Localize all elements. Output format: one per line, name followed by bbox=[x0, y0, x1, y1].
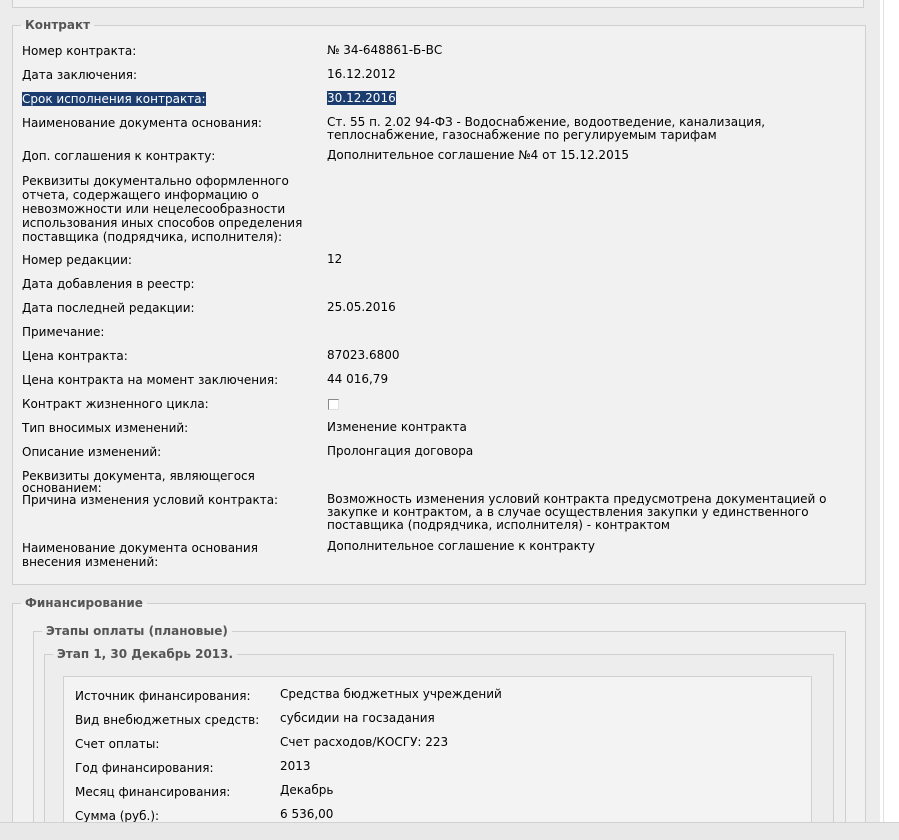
change-description-label: Описание изменений: bbox=[22, 445, 162, 459]
contract-price-label: Цена контракта: bbox=[22, 349, 128, 363]
contract-number-label: Номер контракта: bbox=[22, 44, 137, 58]
execution-term-label bbox=[22, 93, 206, 105]
extrabudget-type-label: Вид внебюджетных средств: bbox=[75, 713, 260, 727]
registry-date-label: Дата добавления в реестр: bbox=[22, 277, 195, 291]
payment-account-value: Счет расходов/КОСГУ: 223 bbox=[280, 735, 449, 749]
initial-price-label: Цена контракта на момент заключения: bbox=[22, 373, 279, 387]
change-reason-value: Возможность изменения условий контракта предусмотрена документацией о закупке и контрактом, а в случае осуществления закупки у единственного поставщика (подрядчика, исполнителя) - контрактом bbox=[327, 492, 827, 532]
change-description-value: Пролонгация договора bbox=[327, 444, 474, 458]
report-details-label: Реквизиты документально оформленного отчета, содержащего информацию о невозможности или нецелесообразности использования иных способов определения поставщика (подрядчика, исполнителя): bbox=[22, 174, 303, 244]
initial-price-value: 44 016,79 bbox=[327, 372, 389, 386]
last-revision-date-label: Дата последней редакции: bbox=[22, 301, 195, 315]
basis-document-value: Ст. 55 п. 2.02 94-ФЗ - Водоснабжение, водоотведение, канализация, теплоснабжение, газоснабжение по регулируемым тарифам bbox=[327, 115, 766, 142]
revision-number-label: Номер редакции: bbox=[22, 253, 132, 267]
extrabudget-type-value: субсидии на госзадания bbox=[280, 711, 435, 725]
additional-agreements-label: Доп. соглашения к контракту: bbox=[22, 149, 216, 163]
change-reason-label: Причина изменения условий контракта: bbox=[22, 493, 279, 507]
life-cycle-checkbox[interactable] bbox=[328, 399, 339, 410]
payment-account-label: Счет оплаты: bbox=[75, 737, 160, 751]
contract-legend: Контракт bbox=[25, 18, 91, 32]
funding-year-value: 2013 bbox=[280, 759, 311, 773]
funding-source-value: Средства бюджетных учреждений bbox=[280, 687, 502, 701]
last-revision-date-value: 25.05.2016 bbox=[327, 300, 396, 314]
change-basis-document-value: Дополнительное соглашение к контракту bbox=[327, 539, 595, 553]
funding-month-label: Месяц финансирования: bbox=[75, 785, 231, 799]
contract-price-value: 87023.6800 bbox=[327, 348, 400, 362]
funding-year-label: Год финансирования: bbox=[75, 761, 214, 775]
financing-legend: Финансирование bbox=[25, 596, 143, 610]
conclusion-date-label: Дата заключения: bbox=[22, 68, 138, 82]
funding-source-label: Источник финансирования: bbox=[75, 689, 251, 703]
contract-number-value: № 34-648861-Б-ВС bbox=[327, 43, 443, 57]
revision-number-value: 12 bbox=[327, 252, 343, 266]
note-label: Примечание: bbox=[22, 325, 105, 339]
previous-section-frame bbox=[12, 0, 864, 8]
execution-term-value bbox=[327, 92, 396, 104]
amount-label: Сумма (руб.): bbox=[75, 809, 160, 822]
conclusion-date-value: 16.12.2012 bbox=[327, 67, 396, 81]
payment-stages-legend: Этапы оплаты (плановые) bbox=[46, 624, 228, 638]
vertical-divider bbox=[883, 0, 884, 822]
change-type-label: Тип вносимых изменений: bbox=[22, 421, 189, 435]
life-cycle-label: Контракт жизненного цикла: bbox=[22, 397, 209, 411]
horizontal-scrollbar[interactable] bbox=[0, 822, 899, 840]
funding-month-value: Декабрь bbox=[280, 783, 334, 797]
amount-value: 6 536,00 bbox=[280, 807, 334, 821]
change-basis-document-label: Наименование документа основания внесения изменений: bbox=[22, 541, 258, 569]
execution-term-label-text: Срок исполнения контракта: bbox=[22, 92, 206, 106]
basis-document-label: Наименование документа основания: bbox=[22, 116, 262, 130]
additional-agreements-value: Дополнительное соглашение №4 от 15.12.2015 bbox=[327, 148, 629, 162]
stage-1-legend: Этап 1, 30 Декабрь 2013. bbox=[57, 647, 234, 661]
change-type-value: Изменение контракта bbox=[327, 420, 467, 434]
execution-term-value-text: 30.12.2016 bbox=[327, 91, 396, 105]
basis-requisites-label: Реквизиты документа, являющегося основанием: bbox=[22, 469, 255, 495]
